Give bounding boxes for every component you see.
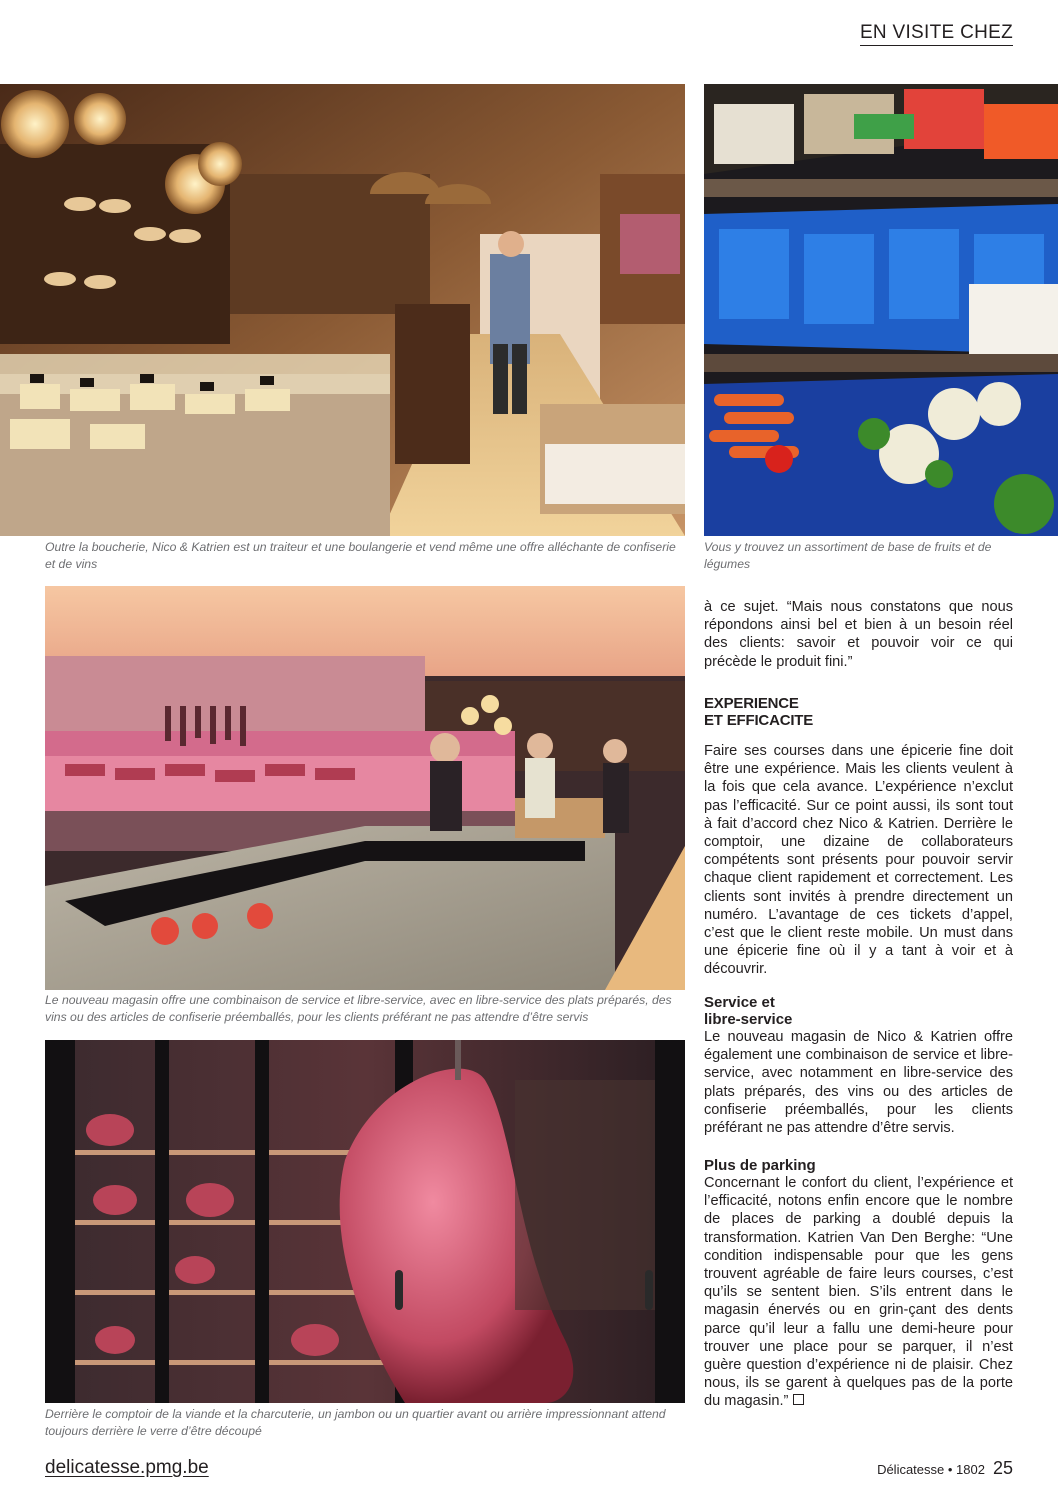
heading-experience-line2: ET EFFICACITE <box>704 712 814 729</box>
square-end-mark-icon <box>793 1394 804 1405</box>
paragraph-parking-text: Concernant le confort du client, l’expérience et l’efficacité, notons enfin encore que le nombre de places de parking a doublé depuis la transformation. Katrien Van Den Berghe: “Une condition indispensable pour que les gens trouvent agréable de faire leurs courses, c’est qu’ils se sentent bien. S’ils entrent dans le magasin énervés ou en grin-çant des dents parce qu’il leur a fallu une demi-heure pour trouver une place pour se parquer, il n’est guère question d’expérience ni de plaisir. Chez nous, ils se garent à quelques pas de la porte du magasin.” <box>704 1175 1013 1410</box>
heading-experience-line1: EXPERIENCE <box>704 695 799 712</box>
page-number: 25 <box>992 1458 1013 1478</box>
footer-website-link[interactable]: delicatesse.pmg.be <box>45 1457 209 1478</box>
article-section-experience <box>704 695 1013 729</box>
paragraph-parking <box>704 1174 1013 1411</box>
article-intro <box>704 598 1013 671</box>
article-para-experience <box>704 742 1013 979</box>
photo-fruit-vegetables <box>704 84 1058 536</box>
photo-meat-counter <box>45 586 685 990</box>
paragraph-experience: Faire ses courses dans une épicerie fine doit être une expérience. Mais les clients veulent à la fois que cela avance. L’expérience n’exclut pas l’efficacité. Sur ce point aussi, ils sont tout à fait d’accord chez Nico & Katrien. Derrière le comptoir, une dizaine de collaborateurs compétents sont présents pour pouvoir servir chaque client rapidement et correctement. Les clients sont invités à prendre directement un numéro. L’avantage de ces tickets d’appel, c’est que le client reste mobile. Un must dans une épicerie fine où il y a tant à voir et à découvrir. <box>704 743 1013 978</box>
photo-shop-interior <box>0 84 685 536</box>
section-title: EN VISITE CHEZ <box>860 22 1013 46</box>
heading-service-line2: libre-service <box>704 1011 793 1028</box>
heading-service-line1: Service et <box>704 994 775 1011</box>
caption-photo-meat-counter: Le nouveau magasin offre une combinaison de service et libre-service, avec en libre-service des plats préparés, des vins ou des articles de confiserie préemballés, pour les clients préférant ne pas attendre d’être servis <box>45 993 672 1024</box>
article-intro-paragraph: à ce sujet. “Mais nous constatons que nous répondons ainsi bel et bien à un besoin réel des clients: savoir et pouvoir voir ce qui précède le produit fini.” <box>704 599 1013 670</box>
footer-publication-info <box>877 1458 1013 1479</box>
paragraph-service: Le nouveau magasin de Nico & Katrien offre également une combinaison de service et libre-service, avec notamment en libre-service des plats préparés, des vins ou des articles de confiserie préemballés, pour les clients préférant ne pas attendre d’être servis. <box>704 1029 1013 1137</box>
caption-photo-meat-cabinet: Derrière le comptoir de la viande et la charcuterie, un jambon ou un quartier avant ou arrière impressionnant attend toujours derrière le verre d’être découpé <box>45 1407 666 1438</box>
article-section-service <box>704 994 1013 1137</box>
heading-parking: Plus de parking <box>704 1157 816 1174</box>
photo-meat-cabinet <box>45 1040 685 1403</box>
article-section-parking <box>704 1157 1013 1411</box>
caption-photo-shop-interior: Outre la boucherie, Nico & Katrien est un traiteur et une boulangerie et vend même une offre alléchante de confiserie et de vins <box>45 540 676 571</box>
footer-magazine-issue: Délicatesse • 1802 <box>877 1462 985 1477</box>
caption-photo-fruit-vegetables: Vous y trouvez un assortiment de base de fruits et de légumes <box>704 540 992 571</box>
